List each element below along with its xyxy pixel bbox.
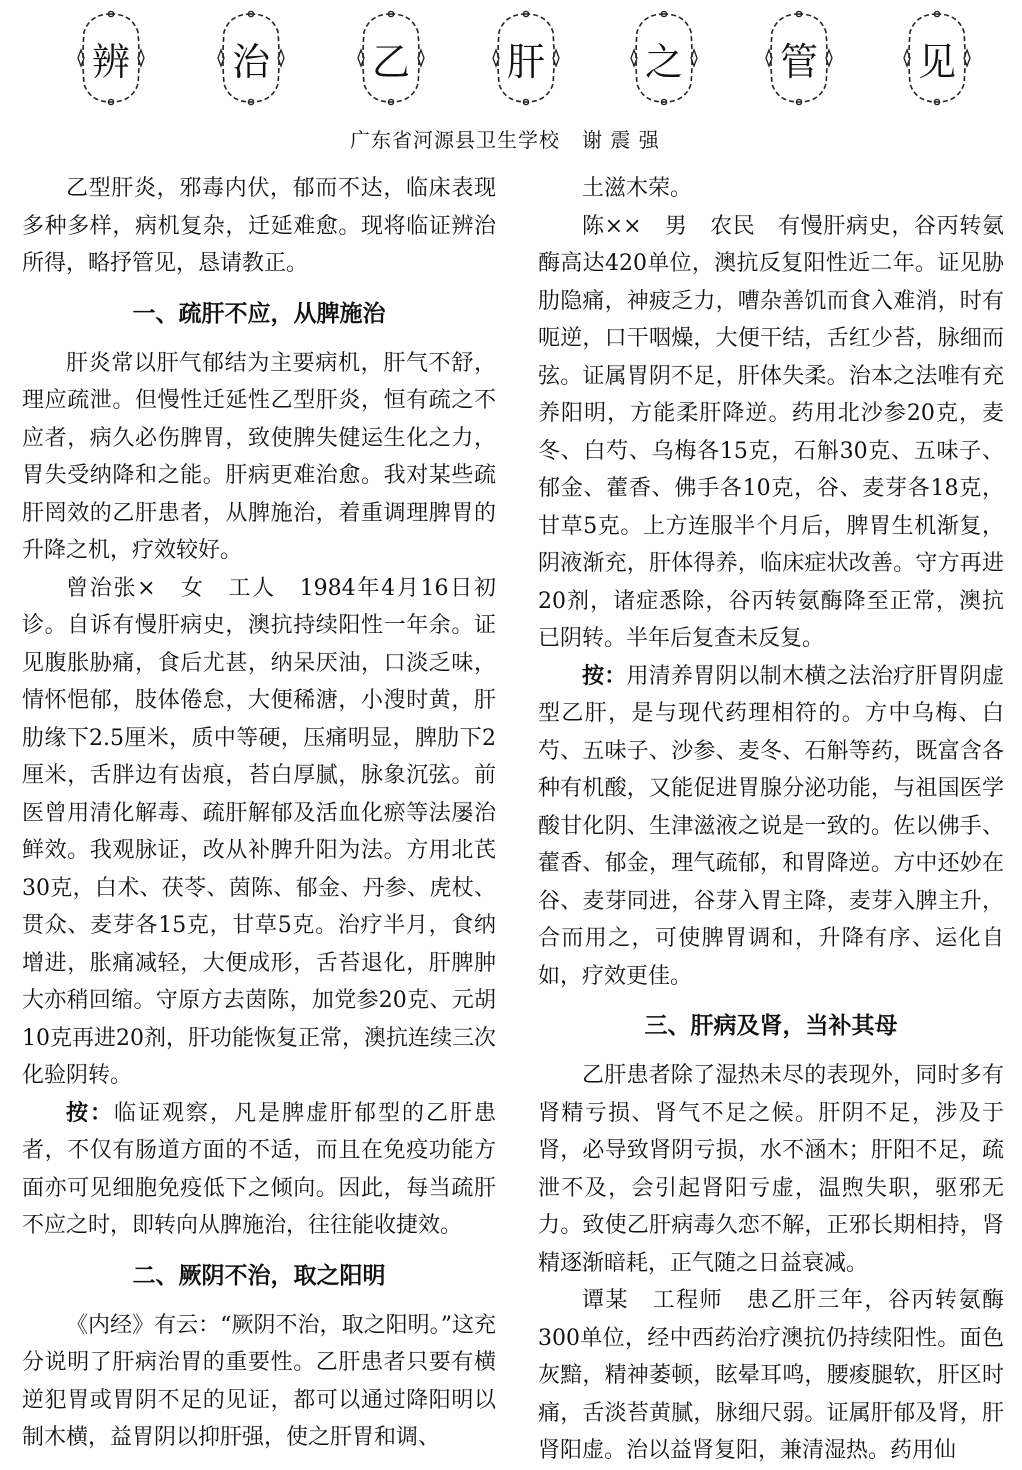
left-column bbox=[22, 170, 496, 1450]
continuation-paragraph: 土滋木荣。 bbox=[582, 176, 693, 201]
section-2-heading: 二、厥阴不治，取之阳明 bbox=[132, 1261, 386, 1289]
right-column bbox=[538, 170, 1004, 1463]
note-2-text: 用清养胃阴以制木横之法治疗肝胃阴虚型乙肝，是与现代药理相符的。方中乌梅、白芍、五味子、沙参、麦冬、石斛等药，既富含各种有机酸，又能促进胃腺分泌功能，与祖国医学酸甘化阴、生津滋液之说是一致的。佐以佛手、藿香、郁金，理气疏郁，和胃降逆。方中还妙在谷、麦芽同进，谷芽入胃主降，麦芽入脾主升，合而用之，可使脾胃调和，升降有序、运化自如，疗效更佳。 bbox=[538, 663, 1004, 989]
title-char-7: 见 bbox=[904, 10, 970, 106]
note-2-paragraph bbox=[538, 658, 1004, 996]
case-1-paragraph: 曾治张× 女 工人 1984年4月16日初诊。自诉有慢肝病史，澳抗持续阳性一年余。证见腹胀胁痛，食后尤甚，纳呆厌油，口淡乏味，情怀悒郁，肢体倦怠，大便稀溏，小溲时黄，肝肋缘下2.5厘米，质中等硬，压痛明显，脾肋下2厘米，舌胖边有齿痕，苔白厚腻，脉象沉弦。前医曾用清化解毒、疏肝解郁及活血化瘀等法屡治鲜效。我观脉证，改从补脾升阳为法。方用北芪30克，白术、茯苓、茵陈、郁金、丹参、虎杖、贯众、麦芽各15克，甘草5克。治疗半月，食纳增进，胀痛减轻，大便成形，舌苔退化，肝脾肿大亦稍回缩。守原方去茵陈，加党参20克、元胡10克再进20剂，肝功能恢复正常，澳抗连续三次化验阴转。 bbox=[22, 575, 496, 1088]
title-char-6: 管 bbox=[766, 10, 832, 106]
case-3-paragraph: 谭某 工程师 患乙肝三年，谷丙转氨酶300单位，经中西药治疗澳抗仍持续阳性。面色灰黯，精神萎顿，眩晕耳鸣，腰痠腿软，肝区时痛，舌淡苔黄腻，脉细尺弱。证属肝郁及肾，肝肾阳虚。治以益肾复阳，兼清湿热。药用仙 bbox=[538, 1288, 1004, 1463]
note-2-lead: 按： bbox=[582, 662, 627, 689]
title-char-1: 辨 bbox=[78, 10, 144, 106]
title-char-4: 肝 bbox=[493, 10, 559, 106]
section-1-paragraph: 肝炎常以肝气郁结为主要病机，肝气不舒，理应疏泄。但慢性迁延性乙型肝炎，恒有疏之不应者，病久必伤脾胃，致使脾失健运生化之力，胃失受纳降和之能。肝病更难治愈。我对某些疏肝罔效的乙肝患者，从脾施治，着重调理脾胃的升降之机，疗效较好。 bbox=[22, 350, 496, 563]
section-3-paragraph: 乙肝患者除了湿热未尽的表现外，同时多有肾精亏损、肾气不足之候。肝阴不足，涉及于肾，必导致肾阴亏损，水不涵木；肝阳不足，疏泄不及，会引起肾阳亏虚，温煦失职，驱邪无力。致使乙肝病毒久恋不解，正邪长期相持，肾精逐渐暗耗，正气随之日益衰减。 bbox=[538, 1063, 1004, 1276]
case-2-paragraph: 陈×× 男 农民 有慢肝病史，谷丙转氨酶高达420单位，澳抗反复阳性近二年。证见胁肋隐痛，神疲乏力，嘈杂善饥而食入难消，时有呃逆，口干咽燥，大便干结，舌红少苔，脉细而弦。证属胃阴不足，肝体失柔。治本之法唯有充养阳明，方能柔肝降逆。药用北沙参20克，麦冬、白芍、乌梅各15克，石斛30克、五味子、郁金、藿香、佛手各10克，谷、麦芽各18克，甘草5克。上方连服半个月后，脾胃生机渐复，阴液渐充，肝体得养，临床症状改善。守方再进20剂，诸症悉除，谷丙转氨酶降至正常，澳抗已阴转。半年后复查未反复。 bbox=[538, 213, 1004, 651]
title-row bbox=[78, 10, 988, 116]
author-byline: 广东省河源县卫生学校 谢 震 强 bbox=[350, 128, 660, 152]
section-2-paragraph: 《内经》有云：“厥阴不治，取之阳明。”这充分说明了肝病治胃的重要性。乙肝患者只要有横逆犯胃或胃阴不足的见证，都可以通过降阳明以制木横，益胃阴以抑肝强，使之肝胃和调、 bbox=[22, 1312, 496, 1450]
note-1-paragraph bbox=[22, 1095, 496, 1245]
note-1-lead: 按： bbox=[66, 1099, 114, 1126]
title-char-5: 之 bbox=[631, 10, 697, 106]
title-char-2: 治 bbox=[218, 10, 284, 106]
section-3-heading: 三、肝病及肾，当补其母 bbox=[644, 1012, 898, 1039]
note-1-text: 临证观察，凡是脾虚肝郁型的乙肝患者，不仅有肠道方面的不适，而且在免疫功能方面亦可见细胞免疫低下之倾向。因此，每当疏肝不应之时，即转向从脾施治，往往能收捷效。 bbox=[22, 1100, 496, 1238]
intro-paragraph: 乙型肝炎，邪毒内伏，郁而不达，临床表现多种多样，病机复杂，迁延难愈。现将临证辨治所得，略抒管见，恳请教正。 bbox=[22, 176, 496, 276]
title-char-3: 乙 bbox=[358, 10, 424, 106]
section-1-heading: 一、疏肝不应，从脾施治 bbox=[132, 299, 386, 327]
